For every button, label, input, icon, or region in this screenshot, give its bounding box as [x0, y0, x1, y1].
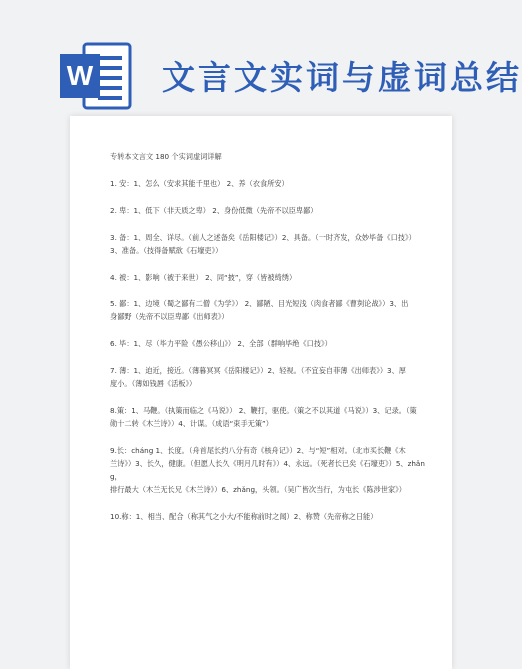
list-item [110, 444, 430, 497]
entry-line: 3. 备：1、周全、详尽。（前人之述备矣《岳阳楼记》）2、具备。（一时齐发，众妙毕备《口技》） [110, 232, 416, 242]
list-item [110, 364, 430, 390]
entry-line: 3、准备。（技得备赋欲《石壕吏》） [110, 245, 223, 255]
list-item [110, 271, 430, 284]
entry-line: 排行最大（木兰无长兄《木兰诗》）6、zhǎng，头领。（吴广皆次当行，为屯长《陈涉世家》） [110, 485, 406, 495]
entry-list [110, 177, 430, 523]
entry-line: 9.长：cháng 1、长度。（舟首尾长约八分有奇《核舟记》）2、与“短”相对。（北市买长鞭《木 [110, 445, 406, 455]
entry-line: 10.称：1、相当、配合（称其气之小大/不能称前时之闻）2、称赞（先帝称之日能） [110, 511, 378, 521]
list-item [110, 510, 430, 523]
document-heading: 专转本文言文 180 个实词虚词详解 [110, 152, 222, 161]
list-item [110, 337, 430, 350]
list-item [110, 177, 430, 190]
entry-line: 勋十二转《木兰诗》）4、计谋。（成语“束手无策”） [110, 418, 273, 428]
entry-line: 2. 卑：1、低下（非天质之卑） 2、身份低微（先帝不以臣卑鄙） [110, 205, 318, 215]
entry-line: 身鄙野（先帝不以臣卑鄙《出师表》） [110, 312, 229, 322]
page-title: 文言文实词与虚词总结 [162, 58, 522, 97]
entry-line: 4. 被：1、影响（被于来世） 2、同“披”，穿（皆被绮绣） [110, 272, 297, 282]
entry-line: 6. 毕：1、尽（毕力平险《愚公移山》） 2、全部（群响毕绝《口技》） [110, 339, 332, 349]
word-letter: W [66, 60, 94, 91]
list-item [110, 231, 430, 257]
list-item [110, 204, 430, 217]
list-item [110, 297, 430, 323]
word-document-icon [58, 40, 134, 112]
entry-line: 8.策：1、马鞭。（执策而临之《马说》） 2、鞭打，驱使。（策之不以其道《马说》）3、记录。（策 [110, 405, 417, 415]
entry-line: 度小。（薄如钱唇《活板》） [110, 379, 197, 389]
entry-line: 兰诗》）3、长久，健康。（但愿人长久《明月几时有》）4、永远。（死者长已矣《石壕吏》）5、zhǎng， [110, 458, 425, 482]
entry-line: 5. 鄙：1、边境（蜀之鄙有二僧《为学》） 2、鄙陋、目光短浅（肉食者鄙《曹刿论战》）3、出 [110, 299, 409, 309]
list-item [110, 404, 430, 430]
document-content [110, 150, 430, 537]
entry-line: 7. 薄：1、迫近，接近。（薄暮冥冥《岳阳楼记》）2、轻视。（不宜妄自菲薄《出师表》）3、厚 [110, 365, 406, 375]
entry-line: 1. 安：1、怎么（安求其能千里也） 2、养（衣食所安） [110, 179, 289, 189]
